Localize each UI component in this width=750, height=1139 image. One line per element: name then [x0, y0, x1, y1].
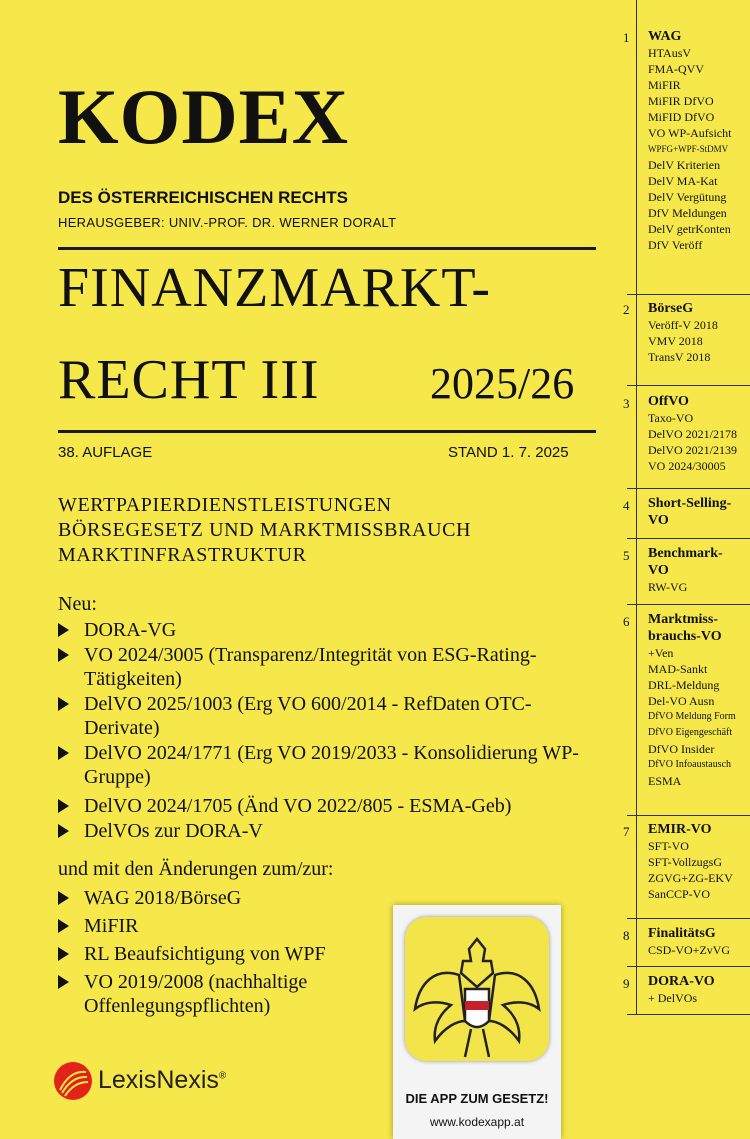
- brand-title: KODEX: [58, 73, 350, 160]
- section-number: 9: [623, 976, 630, 991]
- sidebar-section-6: Marktmiss-brauchs-VO +Ven MAD-Sankt DRL-Meldung Del-VO Ausn DfVO Meldung Form DfVO Eigengeschäft DfVO Insider DfVO Infoaustausch ESMA: [648, 612, 736, 788]
- sidebar-separator: [627, 488, 750, 489]
- bullet-triangle-icon: [58, 975, 69, 989]
- lexisnexis-wordmark: LexisNexis®: [98, 1066, 227, 1094]
- topic-line: WERTPAPIERDIENSTLEISTUNGEN: [58, 494, 392, 516]
- section-number: 6: [623, 614, 630, 629]
- bullet-triangle-icon: [58, 746, 69, 760]
- new-item: DelVOs zur DORA-V: [58, 819, 604, 843]
- sidebar-separator: [627, 385, 750, 386]
- sidebar-separator: [627, 1014, 750, 1015]
- bullet-triangle-icon: [58, 799, 69, 813]
- section-number: 7: [623, 824, 630, 839]
- sidebar-section-9: DORA-VO + DelVOs: [648, 974, 715, 1005]
- changes-intro: und mit den Änderungen zum/zur:: [58, 858, 334, 880]
- section-number: 5: [623, 548, 630, 563]
- new-item: DORA-VG: [58, 618, 604, 642]
- sidebar-separator: [627, 538, 750, 539]
- sidebar-separator: [627, 294, 750, 295]
- sidebar-section-3: OffVO Taxo-VO DelVO 2021/2178 DelVO 2021/2139 VO 2024/30005: [648, 394, 737, 473]
- sidebar-section-2: BörseG Veröff-V 2018 VMV 2018 TransV 2018: [648, 301, 718, 364]
- section-number: 8: [623, 928, 630, 943]
- bullet-triangle-icon: [58, 623, 69, 637]
- topic-line: MARKTINFRASTRUKTUR: [58, 544, 307, 566]
- section-number: 1: [623, 30, 630, 45]
- change-item: WAG 2018/BörseG: [58, 886, 384, 910]
- book-title-line1: FINANZMARKT-: [58, 257, 492, 319]
- sidebar-separator: [627, 918, 750, 919]
- new-item: DelVO 2025/1003 (Erg VO 600/2014 - RefDaten OTC-Derivate): [58, 692, 604, 740]
- sidebar-section-1: WAG HTAusV FMA-QVV MiFIR MiFIR DfVO MiFID DfVO VO WP-Aufsicht WPFG+WPF-StDMV DelV Kriterien DelV MA-Kat DelV Vergütung DfV Meldungen DelV getrKonten DfV Veröff: [648, 29, 732, 252]
- sidebar-section-4: Short-Selling-VO: [648, 496, 732, 528]
- sidebar-section-7: EMIR-VO SFT-VO SFT-VollzugsG ZGVG+ZG-EKV SanCCP-VO: [648, 822, 733, 901]
- change-item: VO 2019/2008 (nachhaltige Offenlegungspflichten): [58, 970, 374, 1018]
- bullet-triangle-icon: [58, 824, 69, 838]
- sidebar-separator: [627, 815, 750, 816]
- app-url: www.kodexapp.at: [429, 1115, 525, 1129]
- change-item: MiFIR: [58, 914, 384, 938]
- bullet-triangle-icon: [58, 891, 69, 905]
- new-label: Neu:: [58, 593, 97, 615]
- section-number: 3: [623, 396, 630, 411]
- brand-subtitle: DES ÖSTERREICHISCHEN RECHTS: [58, 188, 348, 207]
- new-item: DelVO 2024/1705 (Änd VO 2022/805 - ESMA-Geb): [58, 794, 604, 818]
- new-item: VO 2024/3005 (Transparenz/Integrität von ESG-Rating-Tätigkeiten): [58, 643, 604, 691]
- new-item: DelVO 2024/1771 (Erg VO 2019/2033 - Konsolidierung WP-Gruppe): [58, 741, 604, 789]
- section-number: 2: [623, 302, 630, 317]
- lexisnexis-logo-icon: [52, 1060, 94, 1107]
- publisher-line: HERAUSGEBER: UNIV.-PROF. DR. WERNER DORALT: [58, 215, 397, 230]
- stand-date: STAND 1. 7. 2025: [448, 444, 569, 461]
- edition-label: 38. AUFLAGE: [58, 444, 153, 461]
- app-slogan: DIE APP ZUM GESETZ!: [405, 1091, 549, 1106]
- app-eagle-icon: [405, 917, 549, 1061]
- sidebar-section-5: Benchmark-VO RW-VG: [648, 546, 723, 594]
- sidebar-divider: [636, 0, 637, 1015]
- topic-line: BÖRSEGESETZ UND MARKTMISSBRAUCH: [58, 519, 472, 541]
- app-promo: [393, 905, 561, 1139]
- title-rule: [58, 430, 596, 433]
- sidebar-section-8: FinalitätsG CSD-VO+ZvVG: [648, 926, 731, 957]
- topics-block: [58, 493, 471, 568]
- section-number: 4: [623, 498, 630, 513]
- book-year: 2025/26: [430, 359, 575, 408]
- bullet-triangle-icon: [58, 947, 69, 961]
- book-title-line2: RECHT III: [58, 349, 320, 411]
- change-item: RL Beaufsichtigung von WPF: [58, 942, 384, 966]
- bullet-triangle-icon: [58, 697, 69, 711]
- sidebar-separator: [627, 966, 750, 967]
- bullet-triangle-icon: [58, 919, 69, 933]
- bullet-triangle-icon: [58, 648, 69, 662]
- sidebar-separator: [627, 604, 750, 605]
- top-rule: [58, 247, 596, 250]
